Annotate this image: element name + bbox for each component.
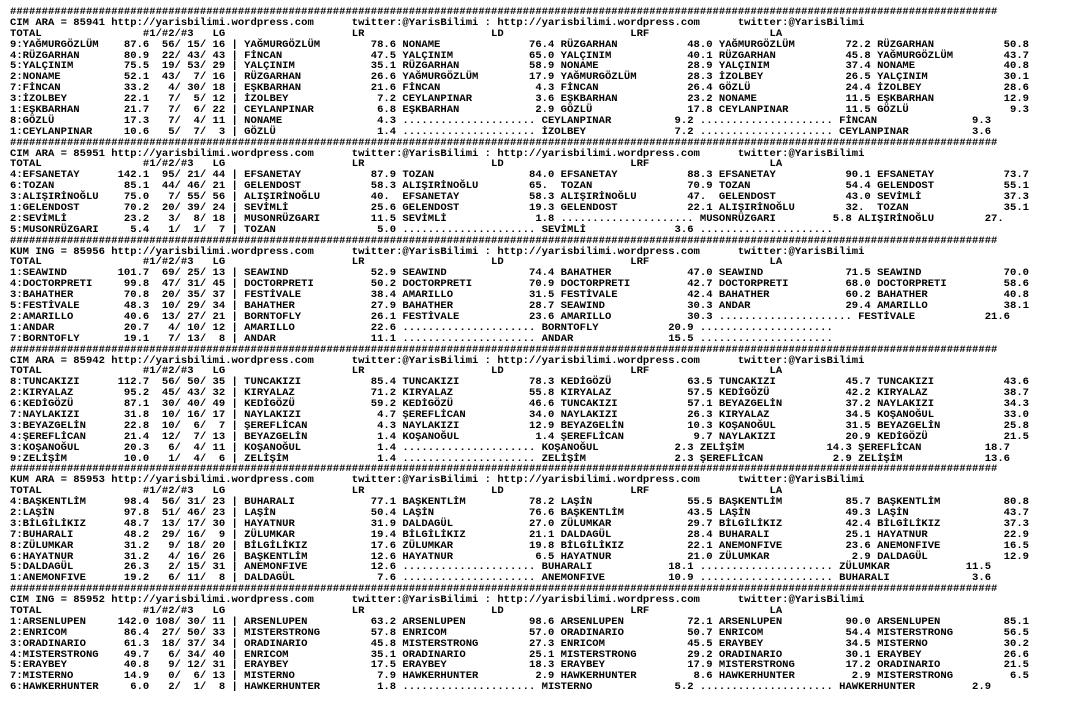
report-line: 7:NAYLAKIZI 31.8 10/ 16/ 17 | NAYLAKIZI 4.7 ŞEREFLİCAN 34.0 NAYLAKIZI 26.3 KIRYALAZ 34.5 KOŞANOĞUL 33.0 [10, 408, 1029, 421]
report-line: 2:ENRICOM 86.4 27/ 50/ 33 | MISTERSTRONG 57.8 ENRICOM 57.0 ORADINARIO 50.7 ENRICOM 54.4 MISTERSTRONG 56.5 [10, 626, 1029, 639]
report-line: 8:ZÜLUMKAR 31.2 9/ 18/ 20 | BİLGİLİKIZ 17.6 ZÜLUMKAR 19.8 BİLGİLİKIZ 22.1 ANEMONFIVE 23.6 ANEMONFIVE 16.5 [10, 539, 1029, 552]
report-line: 3:KOŞANOĞUL 20.3 6/ 4/ 11 | KOŞANOĞUL 1.4 ..................... KOŞANOĞUL 2.3 ZELİŞİM 14.3 ŞEREFLİCAN 18.7 [10, 441, 1011, 454]
report-line: 8:TUNCAKIZI 112.7 56/ 50/ 35 | TUNCAKIZI 85.4 TUNCAKIZI 78.3 KEDİGÖZÜ 63.5 TUNCAKIZI 45.7 TUNCAKIZI 43.6 [10, 376, 1029, 389]
report-line: 6:TOZAN 85.1 44/ 46/ 21 | GELENDOST 58.3 ALIŞIRİNOĞLU 65. TOZAN 70.9 TOZAN 54.4 GELENDOST 55.1 [10, 180, 1029, 193]
report-line: 3:BEYAZGELİN 22.8 10/ 6/ 7 | ŞEREFLİCAN 4.3 NAYLAKIZI 12.9 BEYAZGELİN 10.3 KOŞANOĞUL 31.5 BEYAZGELİN 25.8 [10, 419, 1029, 432]
report-line: 1:EŞKBARHAN 21.7 7/ 6/ 22 | CEYLANPINAR 6.8 EŞKBARHAN 2.9 GÖZLÜ 17.8 CEYLANPINAR 11.5 GÖZLÜ 9.3 [10, 104, 1029, 117]
report-line: TOTAL #1/#2/#3 LG LR LD LRF LA [10, 158, 783, 171]
report-line: 2:KIRYALAZ 95.2 45/ 43/ 32 | KIRYALAZ 71.2 KIRYALAZ 55.8 KIRYALAZ 57.5 KEDİGÖZÜ 42.2 KIRYALAZ 38.7 [10, 387, 1029, 400]
report-line: CIM ARA = 85951 http://yarisbilimi.wordpress.com twitter:@YarisBilimi : http://yarisbilimi.wordpress.com twitter:@YarisBilimi [10, 147, 865, 160]
separator-line: ############################################################################################################################################################ [10, 234, 998, 247]
report-line: 6:KEDİGÖZÜ 87.1 30/ 40/ 49 | KEDİGÖZÜ 59.2 KEDİGÖZÜ 46.6 TUNCAKIZI 57.1 BEYAZGELİN 37.2 NAYLAKIZI 34.3 [10, 398, 1029, 411]
report-line: 2:AMARILLO 40.6 13/ 27/ 21 | BORNTOFLY 26.1 FESTİVALE 23.6 AMARILLO 30.3 ..................... FESTİVALE 21.6 [10, 310, 1011, 323]
report-line: CIM ARA = 85942 http://yarisbilimi.wordpress.com twitter:@YarisBilimi : http://yarisbilimi.wordpress.com twitter:@YarisBilimi [10, 354, 865, 367]
report-line: 6:HAWKERHUNTER 6.0 2/ 1/ 8 | HAWKERHUNTER 1.8 ..................... MISTERNO 5.2 ..................... HAWKERHUNTER 2.9 [10, 681, 992, 694]
report-line: 3:İZOLBEY 22.1 7/ 5/ 12 | İZOLBEY 7.2 CEYLANPINAR 3.6 EŞKBARHAN 23.2 NONAME 11.5 EŞKBARHAN 12.9 [10, 93, 1029, 106]
report-line: 2:LAŞİN 97.8 51/ 46/ 23 | LAŞİN 50.4 LAŞİN 76.6 BAŞKENTLİM 43.5 LAŞİN 49.3 LAŞİN 43.7 [10, 506, 1029, 519]
report-line: 1:ANEMONFIVE 19.2 6/ 11/ 8 | DALDAGÜL 7.6 ..................... ANEMONFIVE 10.9 ..................... BUHARALI 3.6 [10, 572, 992, 585]
report-line: TOTAL #1/#2/#3 LG LR LD LRF LA [10, 27, 783, 40]
report-line: 3:BİLGİLİKIZ 48.7 13/ 17/ 30 | HAYATNUR 31.9 DALDAGÜL 27.0 ZÜLUMKAR 29.7 BİLGİLİKIZ 42.4 BİLGİLİKIZ 37.3 [10, 517, 1029, 530]
separator-line: ############################################################################################################################################################ [10, 583, 998, 596]
report-line: 1:ARSENLUPEN 142.0 108/ 30/ 11 | ARSENLUPEN 63.2 ARSENLUPEN 98.6 ARSENLUPEN 72.1 ARSENLUPEN 90.0 ARSENLUPEN 85.1 [10, 615, 1029, 628]
report-line: CIM ING = 85952 http://yarisbilimi.wordpress.com twitter:@YarisBilimi : http://yarisbilimi.wordpress.com twitter:@YarisBilimi [10, 594, 865, 607]
report-line: KUM ARA = 85953 http://yarisbilimi.wordpress.com twitter:@YarisBilimi : http://yarisbilimi.wordpress.com twitter:@YarisBilimi [10, 474, 865, 487]
report-line: 5:FESTİVALE 48.3 10/ 29/ 34 | BAHATHER 27.9 BAHATHER 28.7 SEAWIND 30.3 ANDAR 29.4 AMARILLO 38.1 [10, 300, 1029, 313]
report-line: 4:RÜZGARHAN 80.9 22/ 43/ 43 | FİNCAN 47.5 YALÇINIM 65.0 YALÇINIM 40.1 RÜZGARHAN 45.8 YAĞMURGÖZLÜM 43.7 [10, 49, 1029, 62]
report-line: 5:ERAYBEY 40.8 9/ 12/ 31 | ERAYBEY 17.5 ERAYBEY 18.3 ERAYBEY 17.9 MISTERSTRONG 17.2 ORADINARIO 21.5 [10, 659, 1029, 672]
report-line: 4:ŞEREFLİCAN 21.4 12/ 7/ 13 | BEYAZGELİN 1.4 KOŞANOĞUL 1.4 ŞEREFLİCAN 9.7 NAYLAKIZI 20.9 KEDİGÖZÜ 21.5 [10, 430, 1029, 443]
report-line: 9:ZELİŞİM 10.0 1/ 4/ 6 | ZELİŞİM 1.4 ..................... ZELİŞİM 2.3 ŞEREFLİCAN 2.9 ZELİŞİM 13.6 [10, 452, 1011, 465]
report-line: 4:DOCTORPRETI 99.8 47/ 31/ 45 | DOCTORPRETI 50.2 DOCTORPRETI 70.9 DOCTORPRETI 42.7 DOCTORPRETI 68.0 DOCTORPRETI 58.6 [10, 278, 1029, 291]
separator-line: ############################################################################################################################################################ [10, 463, 998, 476]
report-line: TOTAL #1/#2/#3 LG LR LD LRF LA [10, 604, 783, 617]
report-line: 1:CEYLANPINAR 10.6 5/ 7/ 3 | GÖZLÜ 1.4 ..................... İZOLBEY 7.2 ..................... CEYLANPINAR 3.6 [10, 125, 992, 138]
report-line: 7:BORNTOFLY 19.1 7/ 13/ 8 | ANDAR 11.1 ..................... ANDAR 15.5 ..................... [10, 332, 833, 345]
separator-line: ############################################################################################################################################################ [10, 136, 998, 149]
report-line: 4:BAŞKENTLİM 98.4 56/ 31/ 23 | BUHARALI 77.1 BAŞKENTLİM 78.2 LAŞİN 55.5 BAŞKENTLİM 85.7 BAŞKENTLİM 80.8 [10, 496, 1029, 509]
report-line: 1:SEAWIND 101.7 69/ 25/ 13 | SEAWIND 52.9 SEAWIND 74.4 BAHATHER 47.0 SEAWIND 71.5 SEAWIND 70.0 [10, 267, 1029, 280]
report-line: 7:FİNCAN 33.2 4/ 30/ 18 | EŞKBARHAN 21.6 FİNCAN 4.3 FİNCAN 26.4 GÖZLÜ 24.4 İZOLBEY 28.6 [10, 82, 1029, 95]
report-line: 4:MISTERSTRONG 49.7 6/ 34/ 40 | ENRICOM 35.1 ORADINARIO 25.1 MISTERSTRONG 29.2 ORADINARIO 30.1 ERAYBEY 26.6 [10, 648, 1029, 661]
report-line: 8:GÖZLÜ 17.3 7/ 4/ 11 | NONAME 4.3 ..................... CEYLANPINAR 9.2 ..................... FİNCAN 9.3 [10, 114, 992, 127]
report-line: CIM ARA = 85941 http://yarisbilimi.wordpress.com twitter:@YarisBilimi : http://yarisbilimi.wordpress.com twitter:@YarisBilimi [10, 16, 865, 29]
report-line: 1:GELENDOST 70.2 20/ 39/ 24 | SEVİMLİ 25.6 GELENDOST 19.3 GELENDOST 22.1 ALIŞIRİNOĞLU 32. TOZAN 35.1 [10, 202, 1029, 215]
report-line: 1:ANDAR 20.7 4/ 10/ 12 | AMARILLO 22.6 ..................... BORNTOFLY 20.9 ..................... [10, 321, 833, 334]
report-line: 5:MUSONRÜZGARI 5.4 1/ 1/ 7 | TOZAN 5.0 ..................... SEVİMLİ 3.6 ..................... [10, 223, 833, 236]
report-line: TOTAL #1/#2/#3 LG LR LD LRF LA [10, 256, 783, 269]
report-line: 4:EFSANETAY 142.1 95/ 21/ 44 | EFSANETAY 87.9 TOZAN 84.0 EFSANETAY 88.3 EFSANETAY 90.1 EFSANETAY 73.7 [10, 169, 1029, 182]
report-line: 6:HAYATNUR 31.2 4/ 16/ 26 | BAŞKENTLİM 12.6 HAYATNUR 6.5 HAYATNUR 21.0 ZÜLUMKAR 2.9 DALDAGÜL 12.9 [10, 550, 1029, 563]
report-line: KUM ING = 85956 http://yarisbilimi.wordpress.com twitter:@YarisBilimi : http://yarisbilimi.wordpress.com twitter:@YarisBilimi [10, 245, 865, 258]
report-line: TOTAL #1/#2/#3 LG LR LD LRF LA [10, 365, 783, 378]
report-line: 7:BUHARALI 48.2 29/ 16/ 9 | ZÜLUMKAR 19.4 BİLGİLİKIZ 21.1 DALDAGÜL 28.4 BUHARALI 25.1 HAYATNUR 22.9 [10, 528, 1029, 541]
report-line: 2:NONAME 52.1 43/ 7/ 16 | RÜZGARHAN 26.6 YAĞMURGÖZLÜM 17.9 YAĞMURGÖZLÜM 28.3 İZOLBEY 26.5 YALÇINIM 30.1 [10, 71, 1029, 84]
report-line: 3:ALIŞIRİNOĞLU 75.0 7/ 55/ 56 | ALIŞIRİNOĞLU 40. EFSANETAY 58.3 ALIŞIRİNOĞLU 47. GELENDOST 43.0 SEVİMLİ 37.3 [10, 191, 1029, 204]
report-line: 3:BAHATHER 70.8 20/ 35/ 37 | FESTİVALE 38.4 AMARILLO 31.5 FESTİVALE 42.4 BAHATHER 60.2 BAHATHER 40.8 [10, 289, 1029, 302]
separator-line: ############################################################################################################################################################ [10, 6, 998, 18]
report-line: 2:SEVİMLİ 23.2 3/ 8/ 18 | MUSONRÜZGARI 11.5 SEVİMLİ 1.8 ..................... MUSONRÜZGARI 5.8 ALIŞIRİNOĞLU 27. [10, 212, 1004, 225]
report-line: 3:ORADINARIO 61.3 18/ 37/ 34 | ORADINARIO 45.8 MISTERSTRONG 27.3 ENRICOM 45.5 ERAYBEY 34.5 MISTERNO 30.2 [10, 637, 1029, 650]
report-line: 5:DALDAGÜL 26.3 2/ 15/ 31 | ANEMONFIVE 12.6 ..................... BUHARALI 18.1 ..................... ZÜLUMKAR 11.5 [10, 561, 992, 574]
report-line: 5:YALÇINIM 75.5 19/ 53/ 29 | YALÇINIM 35.1 RÜZGARHAN 58.9 NONAME 28.9 YALÇINIM 37.4 NONAME 40.8 [10, 60, 1029, 73]
report-line: 7:MISTERNO 14.9 0/ 6/ 13 | MISTERNO 7.9 HAWKERHUNTER 2.9 HAWKERHUNTER 8.6 HAWKERHUNTER 2.9 MISTERSTRONG 6.5 [10, 670, 1029, 683]
separator-line: ############################################################################################################################################################ [10, 343, 998, 356]
report-line: 9:YAĞMURGÖZLÜM 87.6 56/ 15/ 16 | YAĞMURGÖZLÜM 78.6 NONAME 76.4 RÜZGARHAN 48.0 YAĞMURGÖZLÜM 72.2 RÜZGARHAN 50.8 [10, 38, 1029, 51]
report-line: TOTAL #1/#2/#3 LG LR LD LRF LA [10, 485, 783, 498]
